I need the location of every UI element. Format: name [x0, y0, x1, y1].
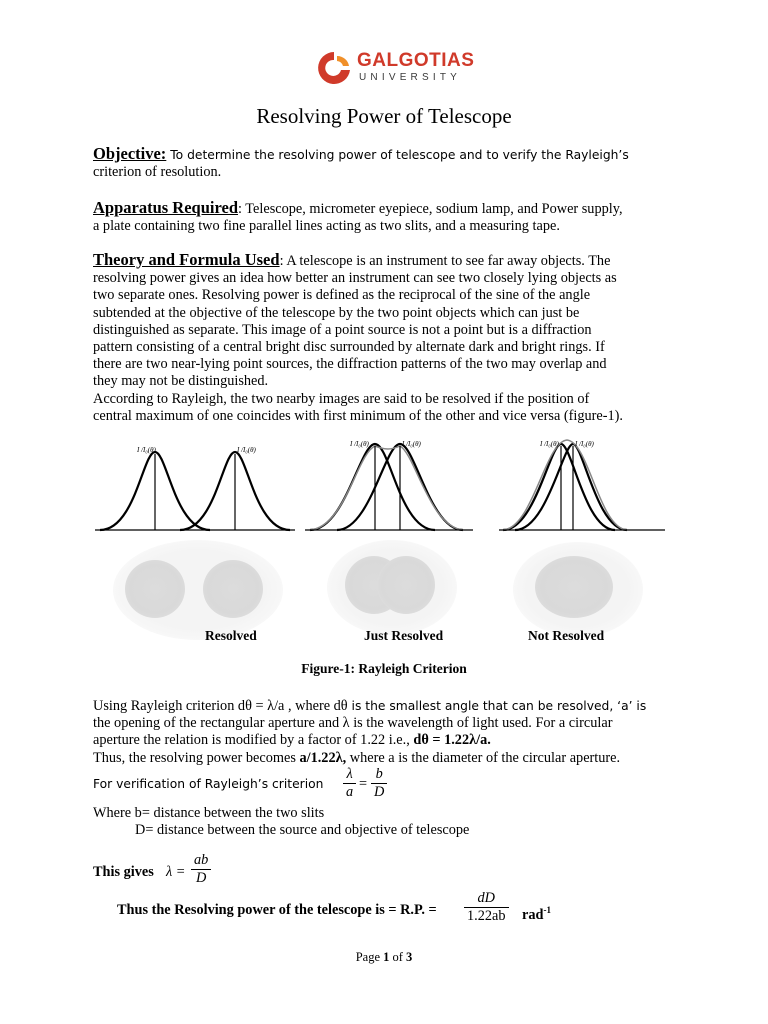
- theory-section: [93, 251, 693, 425]
- university-logo: [313, 48, 473, 88]
- theory-line: resolving power gives an idea how better an instrument can see two closely lying objects as: [93, 270, 617, 287]
- theory-line: there are two near-lying point sources, the diffraction patterns of the two may overlap and: [93, 356, 607, 373]
- rayleigh-line-3: aperture the relation is modified by a factor of 1.22 i.e., dθ = 1.22λ/a.: [93, 732, 491, 749]
- theory-line: According to Rayleigh, the two nearby images are said to be resolved if the position of: [93, 390, 590, 407]
- axis-label: I /I₀(θ): [237, 446, 256, 454]
- this-gives-line: [93, 852, 393, 892]
- verify-fraction-right: $\frac{b}{D}$: [371, 766, 387, 801]
- rp-fraction: $\frac{dD}{1.22ab}$: [464, 890, 509, 925]
- logo-swirl-icon: [313, 48, 355, 88]
- theory-first-line: : A telescope is an instrument to see far away objects. The: [279, 253, 611, 269]
- where-d: D= distance between the source and objective of telescope: [135, 822, 470, 838]
- logo-name: GALGOTIAS: [357, 50, 475, 71]
- objective-section: [93, 145, 683, 181]
- label-resolved: Resolved: [205, 628, 257, 643]
- label-just-resolved: Just Resolved: [364, 628, 444, 643]
- axis-label: I /I₀(θ): [137, 446, 156, 454]
- intensity-plots: [95, 432, 665, 542]
- page-total: 3: [406, 950, 413, 964]
- apparatus-text: : Telescope, micrometer eyepiece, sodium lamp, and Power supply,: [238, 201, 623, 217]
- not-resolved-disc: [535, 556, 613, 618]
- objective-text: To determine the resolving power of telescope and to verify the Rayleigh’s: [166, 148, 629, 162]
- this-gives-label: This gives: [93, 864, 154, 880]
- resolved-disc-left: [125, 560, 185, 618]
- rayleigh-line-4: Thus, the resolving power becomes a/1.22λ, where a is the diameter of the circular aperture.: [93, 749, 621, 766]
- page-word: Page: [355, 950, 380, 964]
- page-footer: [0, 950, 768, 965]
- rp-unit: rad$^{-1}$: [522, 905, 551, 923]
- verify-text: For verification of Rayleigh’s criterion: [93, 777, 324, 791]
- axis-label: I /I₀(θ): [540, 440, 559, 448]
- where-b: Where b= distance between the two slits: [93, 805, 325, 821]
- rp-label: Thus the Resolving power of the telescope is = R.P. =: [117, 902, 437, 918]
- theory-line: they may not be distinguished.: [93, 373, 269, 390]
- page-title: Resolving Power of Telescope: [256, 104, 512, 128]
- logo-subtitle: UNIVERSITY: [359, 72, 462, 83]
- rayleigh-line-1: Using Rayleigh criterion dθ = λ/a , where dθ is the smallest angle that can be resolved, ‘a’ is: [93, 698, 647, 714]
- rayleigh-line-2: the opening of the rectangular aperture and λ is the wavelength of light used. For a circular: [93, 715, 613, 732]
- this-gives-lhs: λ =: [166, 864, 186, 880]
- just-resolved-curve-left: [310, 444, 435, 530]
- figure-caption: Figure-1: Rayleigh Criterion: [301, 661, 467, 676]
- theory-line: central maximum of one coincides with first minimum of the other and vice versa (figure-1).: [93, 407, 624, 424]
- objective-text-2: criterion of resolution.: [93, 164, 222, 181]
- resolving-power-line: [117, 892, 617, 932]
- this-gives-fraction: $\frac{ab}{D}$: [191, 852, 211, 887]
- of-word: of: [392, 950, 403, 964]
- label-not-resolved: Not Resolved: [528, 628, 605, 643]
- axis-label: I /I₀(θ): [575, 440, 594, 448]
- apparatus-text-2: a plate containing two fine parallel lines acting as two slits, and a measuring tape.: [93, 218, 560, 235]
- theory-heading: Theory and Formula Used: [93, 250, 280, 269]
- apparatus-heading: Apparatus Required: [93, 198, 239, 217]
- apparatus-section: [93, 199, 693, 235]
- verify-fraction-left: $\frac{\lambda}{a}$: [343, 766, 356, 801]
- just-resolved-disc-right: [377, 556, 435, 614]
- theory-line: distinguished as separate. This image of a point source is not a point but is a diffraction: [93, 321, 592, 338]
- objective-heading: Objective:: [93, 144, 167, 163]
- resolved-disc-right: [203, 560, 263, 618]
- page-number: 1: [383, 950, 390, 964]
- verify-equals: =: [359, 776, 368, 792]
- axis-label: I /I₀(θ): [350, 440, 369, 448]
- axis-label: I /I₀(θ): [402, 440, 421, 448]
- theory-line: subtended at the objective of the telescope by the two point objects which can just be: [93, 304, 580, 321]
- not-resolved-curve-left: [503, 444, 615, 530]
- verification-line: [93, 766, 693, 806]
- theory-line: two separate ones. Resolving power is defined as the reciprocal of the sine of the angle: [93, 287, 591, 304]
- rayleigh-paragraph: [93, 698, 693, 767]
- theory-line: pattern consisting of a central bright disc surrounded by alternate dark and bright rings. If: [93, 339, 605, 356]
